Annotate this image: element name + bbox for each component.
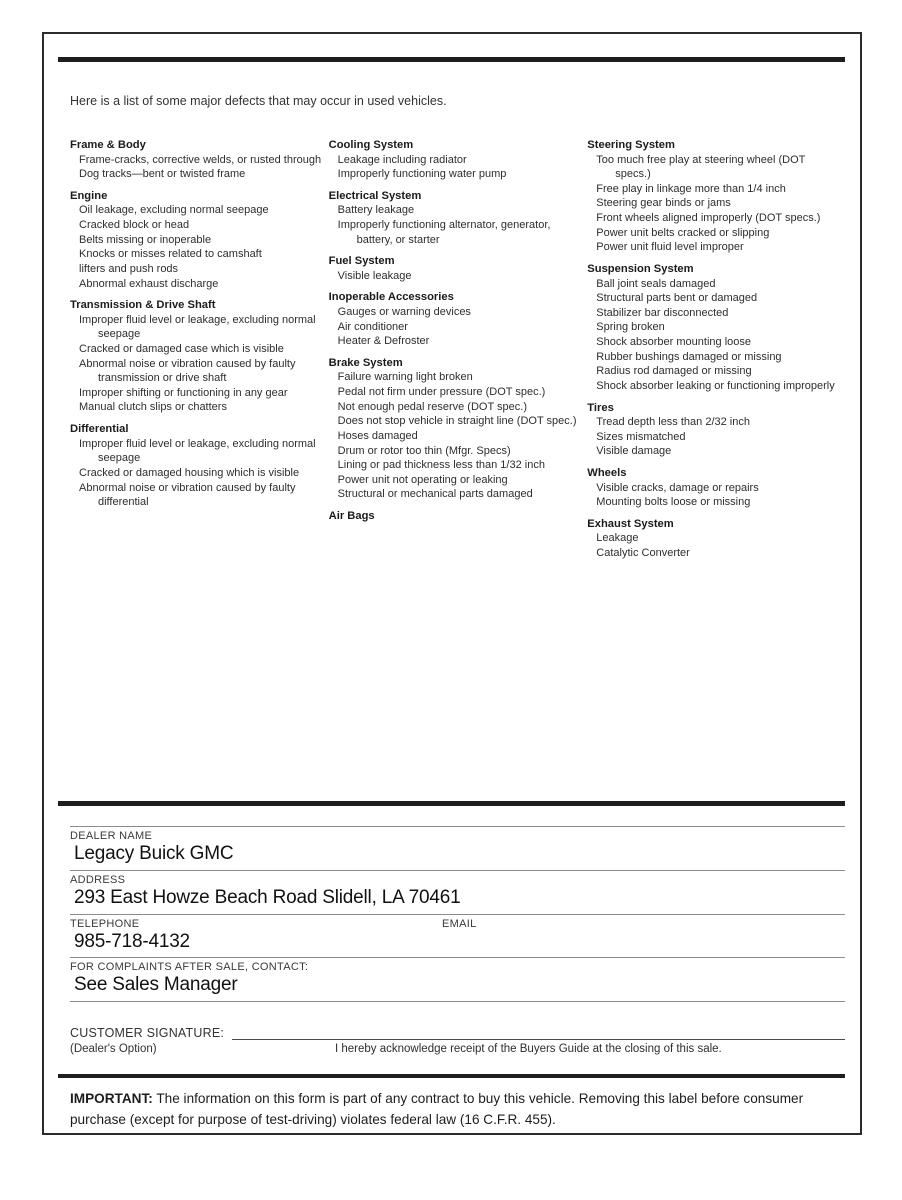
defect-item: Heater & Defroster: [337, 335, 430, 348]
dealers-option-label: (Dealer's Option): [70, 1043, 157, 1056]
important-label: IMPORTANT:: [70, 1091, 153, 1107]
defect-item: Tread depth less than 2/32 inch: [596, 416, 750, 429]
buyers-guide-back-page: [42, 32, 862, 1135]
defect-column-1: [70, 138, 329, 801]
acknowledgment-text: I hereby acknowledge receipt of the Buyers Guide at the closing of this sale.: [335, 1043, 722, 1056]
dealer-section-divider-bar: [58, 801, 845, 806]
defect-item: Structural parts bent or damaged: [596, 292, 758, 305]
defect-item: Air conditioner: [337, 320, 408, 333]
defect-item: Power unit not operating or leaking: [337, 473, 508, 486]
defect-item: Leakage including radiator: [337, 153, 467, 166]
defect-item: Too much free play at steering wheel (DOT specs.): [596, 153, 806, 181]
dealer-name-value: Legacy Buick GMC: [74, 843, 234, 864]
defect-item: Power unit fluid level improper: [596, 241, 744, 254]
signature-sub-row: [70, 1043, 845, 1055]
defect-item: lifters and push rods: [79, 262, 179, 275]
defect-item: Oil leakage, excluding normal seepage: [79, 204, 269, 217]
section-heading: Frame & Body: [70, 139, 146, 151]
defect-columns: [70, 138, 846, 801]
defect-item: Ball joint seals damaged: [596, 277, 716, 290]
defect-item: Stabilizer bar disconnected: [596, 306, 729, 319]
section-heading: Inoperable Accessories: [328, 291, 454, 304]
section-heading: Suspension System: [587, 262, 694, 275]
intro-text: Here is a list of some major defects that may occur in used vehicles.: [70, 94, 447, 108]
defect-item: Dog tracks—bent or twisted frame: [79, 168, 246, 181]
defect-item: Frame-cracks, corrective welds, or rusted through: [79, 153, 322, 166]
defect-item: Sizes mismatched: [596, 430, 686, 443]
defect-item: Abnormal exhaust discharge: [79, 277, 219, 290]
defect-item: Power unit belts cracked or slipping: [596, 226, 770, 239]
defect-item: Improper shifting or functioning in any gear: [79, 386, 288, 399]
section-heading: Fuel System: [328, 255, 395, 268]
address-row: [70, 871, 845, 915]
defect-column-2: [329, 138, 588, 801]
signature-line: [232, 1027, 845, 1040]
defect-item: Improper fluid level or leakage, excluding normal seepage: [79, 313, 316, 341]
defect-item: Battery leakage: [337, 204, 415, 217]
defect-item: Gauges or warning devices: [337, 306, 471, 318]
address-value: 293 East Howze Beach Road Slidell, LA 70461: [74, 886, 461, 908]
defect-item: Knocks or misses related to camshaft: [79, 248, 262, 261]
defect-item: Leakage: [596, 532, 639, 545]
defect-item: Cracked or damaged housing which is visible: [79, 466, 300, 479]
section-heading: Engine: [70, 189, 108, 202]
important-notice: [70, 1088, 845, 1130]
defect-item: Cracked or damaged case which is visible: [79, 342, 284, 355]
section-heading: Air Bags: [328, 510, 375, 523]
email-label: EMAIL: [442, 917, 477, 930]
section-heading: Brake System: [328, 356, 403, 369]
top-divider-bar: [58, 57, 845, 62]
defect-item: Structural or mechanical parts damaged: [337, 488, 533, 501]
section-heading: Steering System: [587, 139, 675, 151]
complaints-value: See Sales Manager: [74, 974, 238, 996]
important-divider-bar: [58, 1074, 845, 1078]
defect-item: Front wheels aligned improperly (DOT specs.): [596, 212, 821, 225]
section-heading: Electrical System: [328, 189, 422, 202]
defect-item: Shock absorber leaking or functioning improperly: [596, 379, 835, 392]
defect-item: Shock absorber mounting loose: [596, 336, 751, 348]
section-heading: Exhaust System: [587, 517, 674, 530]
defect-item: Visible damage: [596, 445, 672, 458]
defect-item: Failure warning light broken: [337, 371, 473, 384]
defect-item: Mounting bolts loose or missing: [596, 496, 751, 509]
defect-item: Hoses damaged: [337, 429, 418, 442]
defect-item: Radius rod damaged or missing: [596, 365, 752, 378]
section-heading: Wheels: [587, 466, 627, 479]
dealer-name-row: [70, 827, 845, 871]
address-label: ADDRESS: [70, 873, 126, 886]
defect-item: Steering gear binds or jams: [596, 197, 731, 210]
customer-signature-label: CUSTOMER SIGNATURE:: [70, 1026, 225, 1041]
defect-item: Lining or pad thickness less than 1/32 inch: [337, 459, 545, 472]
signature-line-row: [70, 1026, 845, 1040]
defect-item: Cracked block or head: [79, 219, 190, 231]
dealer-name-label: DEALER NAME: [70, 830, 153, 842]
defect-item: Drum or rotor too thin (Mfgr. Specs): [337, 444, 511, 457]
defect-item: Abnormal noise or vibration caused by faulty transmission or drive shaft: [79, 357, 296, 385]
defect-item: Improperly functioning water pump: [337, 168, 507, 181]
email-cell: [442, 918, 845, 955]
dealer-info-form: [70, 826, 845, 1002]
section-heading: Tires: [587, 401, 614, 414]
important-text: The information on this form is part of any contract to buy this vehicle. Removing this label before consumer purchase (except for purpose of test-driving) violates federal law (16 C.F.R. 455).: [70, 1091, 804, 1128]
complaints-label: FOR COMPLAINTS AFTER SALE, CONTACT:: [70, 961, 309, 974]
defect-item: Improperly functioning alternator, generator, battery, or starter: [337, 219, 551, 246]
defect-column-3: [587, 138, 846, 801]
defect-item: Catalytic Converter: [596, 546, 690, 559]
telephone-value: 985-718-4132: [74, 930, 190, 952]
telephone-label: TELEPHONE: [70, 917, 140, 930]
defect-item: Abnormal noise or vibration caused by faulty differential: [79, 481, 296, 509]
defect-item: Rubber bushings damaged or missing: [596, 350, 782, 363]
defect-item: Does not stop vehicle in straight line (DOT spec.): [337, 415, 577, 428]
section-heading: Transmission & Drive Shaft: [70, 299, 216, 312]
defect-item: Not enough pedal reserve (DOT spec.): [337, 400, 527, 413]
section-heading: Cooling System: [328, 139, 414, 151]
defect-item: Pedal not firm under pressure (DOT spec.): [337, 386, 546, 399]
defect-item: Improper fluid level or leakage, excluding normal seepage: [79, 437, 316, 465]
defect-item: Manual clutch slips or chatters: [79, 401, 227, 414]
defect-item: Spring broken: [596, 321, 665, 334]
signature-block: [70, 1026, 845, 1055]
telephone-email-row: [70, 915, 845, 959]
defect-item: Visible cracks, damage or repairs: [596, 481, 759, 494]
defect-item: Visible leakage: [337, 269, 412, 282]
telephone-cell: [70, 918, 442, 955]
defect-item: Belts missing or inoperable: [79, 233, 212, 246]
defect-item: Free play in linkage more than 1/4 inch: [596, 182, 786, 195]
section-heading: Differential: [70, 423, 129, 436]
complaints-row: [70, 958, 845, 1002]
